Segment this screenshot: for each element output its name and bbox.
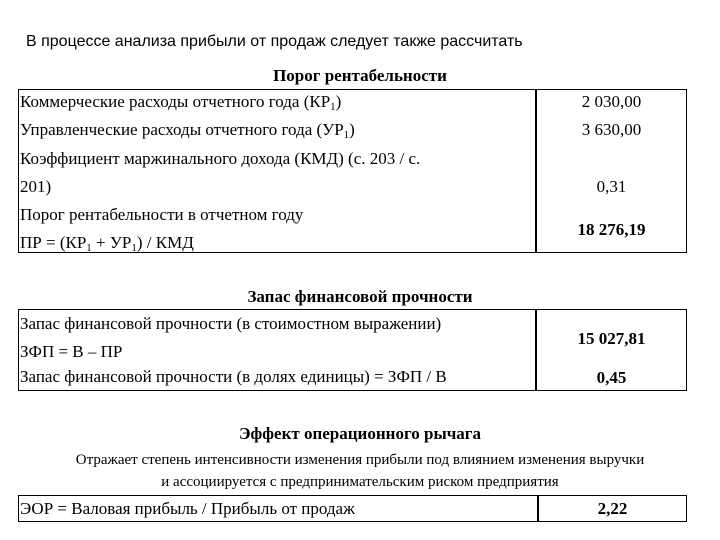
commercial-expenses-label: Коммерческие расходы отчетного года $(КР_1)$ bbox=[20, 92, 342, 113]
management-expenses-value: 3 630,00 bbox=[581, 120, 642, 139]
section-title-safety-margin: Запас финансовой прочности bbox=[247, 287, 473, 306]
safety-margin-ratio-value: 0,45 bbox=[596, 368, 627, 387]
leverage-description-line2: и ассоциируется с предпринимательским риском предприятия bbox=[161, 474, 559, 490]
safety-margin-value: 15 027,81 bbox=[577, 329, 646, 348]
section-title-leverage: Эффект операционного рычага bbox=[238, 424, 482, 443]
leverage-value: 2,22 bbox=[597, 499, 628, 518]
management-expenses-label: Управленческие расходы отчетного года $(УР_1)$ bbox=[20, 120, 355, 141]
margin-ratio-label-line2: 201) bbox=[20, 177, 52, 196]
margin-ratio-value: 0,31 bbox=[596, 177, 627, 196]
leverage-formula-label: ЭОР = Валовая прибыль / Прибыль от продаж bbox=[20, 499, 355, 518]
threshold-value: 18 276,19 bbox=[577, 220, 646, 239]
safety-margin-value-label-line1: Запас финансовой прочности (в стоимостном выражении) bbox=[20, 314, 442, 333]
safety-margin-value-label-line2: ЗФП = В – ПР bbox=[20, 342, 123, 361]
leverage-description-line1: Отражает степень интенсивности изменения прибыли под влиянием изменения выручки bbox=[75, 452, 645, 468]
intro-text: В процессе анализа прибыли от продаж следует также рассчитать bbox=[26, 33, 523, 50]
section-title-threshold: Порог рентабельности bbox=[273, 66, 447, 85]
margin-ratio-label-line1: Коэффициент маржинального дохода (КМД) (с. 203 / с. bbox=[20, 149, 421, 168]
threshold-formula: ПР = $(КР_1 + УР_1)$ / КМД bbox=[20, 233, 194, 254]
commercial-expenses-value: 2 030,00 bbox=[581, 92, 642, 111]
safety-margin-ratio-label: Запас финансовой прочности (в долях единицы) = ЗФП / В bbox=[20, 367, 447, 386]
threshold-label-line1: Порог рентабельности в отчетном году bbox=[20, 205, 304, 224]
threshold-labels-box bbox=[18, 89, 536, 253]
